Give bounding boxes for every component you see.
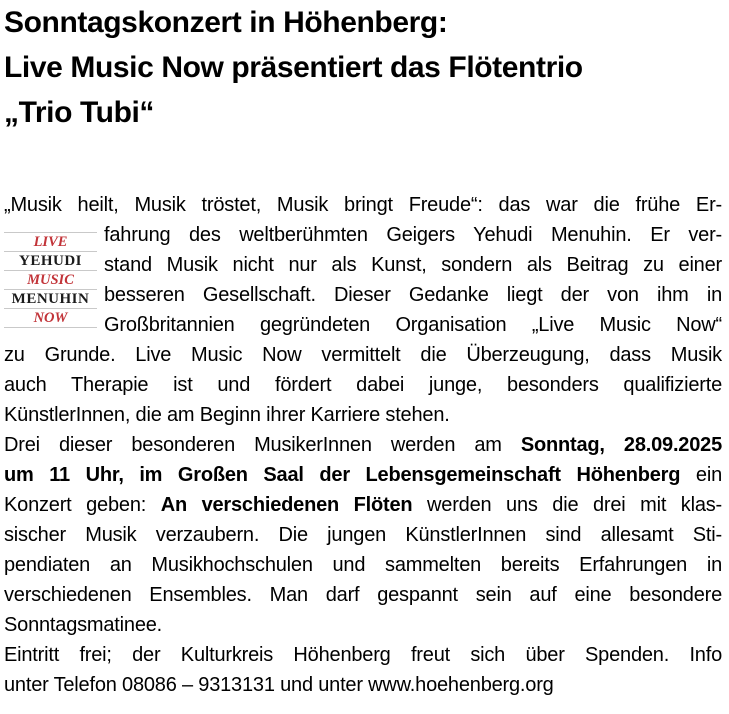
text: Eintritt frei; der Kulturkreis Höhenberg freut sich über Spenden. Info (4, 644, 722, 666)
text-line (104, 310, 722, 340)
page-title (4, 0, 724, 135)
live-music-now-logo (4, 232, 97, 328)
bold-text: Sonntag, 28.09.2025 (520, 434, 722, 456)
logo-row-music: MUSIC (4, 270, 97, 289)
text: besseren Gesellschaft. Dieser Gedanke liegt der von ihm in (104, 284, 722, 306)
text-line (4, 340, 722, 370)
title-line-3: „Trio Tubi“ (4, 96, 155, 129)
text-line (4, 370, 722, 400)
text-line (4, 490, 722, 520)
paragraph-2 (4, 430, 722, 640)
text: Sonntagsmatinee. (4, 614, 163, 636)
text-line (4, 580, 722, 610)
text-line (4, 430, 722, 460)
text-line (4, 550, 722, 580)
logo-row-live: LIVE (4, 232, 97, 251)
bold-text: An verschiedenen Flöten (160, 494, 413, 516)
text-line (4, 670, 722, 700)
paragraph-3 (4, 640, 722, 700)
text-line (4, 460, 722, 490)
text-line (4, 640, 722, 670)
logo-row-yehudi: YEHUDI (4, 251, 97, 270)
logo-row-menuhin: MENUHIN (4, 289, 97, 308)
text: „Musik heilt, Musik tröstet, Musik bringt Freude“: das war die frühe Er- (4, 194, 722, 216)
text-line (4, 400, 722, 430)
text: Großbritannien gegründeten Organisation „Live Music Now“ (104, 314, 722, 336)
text-line (4, 520, 722, 550)
text-line (104, 220, 722, 250)
title-line-1: Sonntagskonzert in Höhenberg: (4, 6, 448, 39)
article-body (4, 190, 722, 700)
text: Konzert geben: (4, 494, 161, 516)
text-line (4, 610, 722, 640)
text: fahrung des weltberühmten Geigers Yehudi Menuhin. Er ver- (104, 224, 722, 246)
text: sischer Musik verzaubern. Die jungen KünstlerInnen sind allesamt Sti- (4, 524, 722, 546)
text: pendiaten an Musikhochschulen und sammelten bereits Erfahrungen in (4, 554, 722, 576)
text-line (104, 250, 722, 280)
logo-row-now: NOW (4, 308, 97, 327)
bold-text: um 11 Uhr, im Großen Saal der Lebensgemeinschaft Höhenberg (4, 464, 681, 486)
text: werden uns die drei mit klas- (412, 494, 722, 516)
text: unter Telefon 08086 – 9313131 und unter www.hoehenberg.org (4, 674, 554, 696)
text: Drei dieser besonderen MusikerInnen werden am (4, 434, 521, 456)
text: verschiedenen Ensembles. Man darf gespannt sein auf eine besondere (4, 584, 722, 606)
paragraph-1 (4, 190, 722, 430)
text: KünstlerInnen, die am Beginn ihrer Karriere stehen. (4, 404, 450, 426)
text-line (4, 190, 722, 220)
title-line-2: Live Music Now präsentiert das Flötentrio (4, 51, 583, 84)
text-line (104, 280, 722, 310)
text: stand Musik nicht nur als Kunst, sondern als Beitrag zu einer (104, 254, 722, 276)
text: ein (680, 464, 722, 486)
text: auch Therapie ist und fördert dabei junge, besonders qualifizierte (4, 374, 722, 396)
text: zu Grunde. Live Music Now vermittelt die Überzeugung, dass Musik (4, 344, 722, 366)
